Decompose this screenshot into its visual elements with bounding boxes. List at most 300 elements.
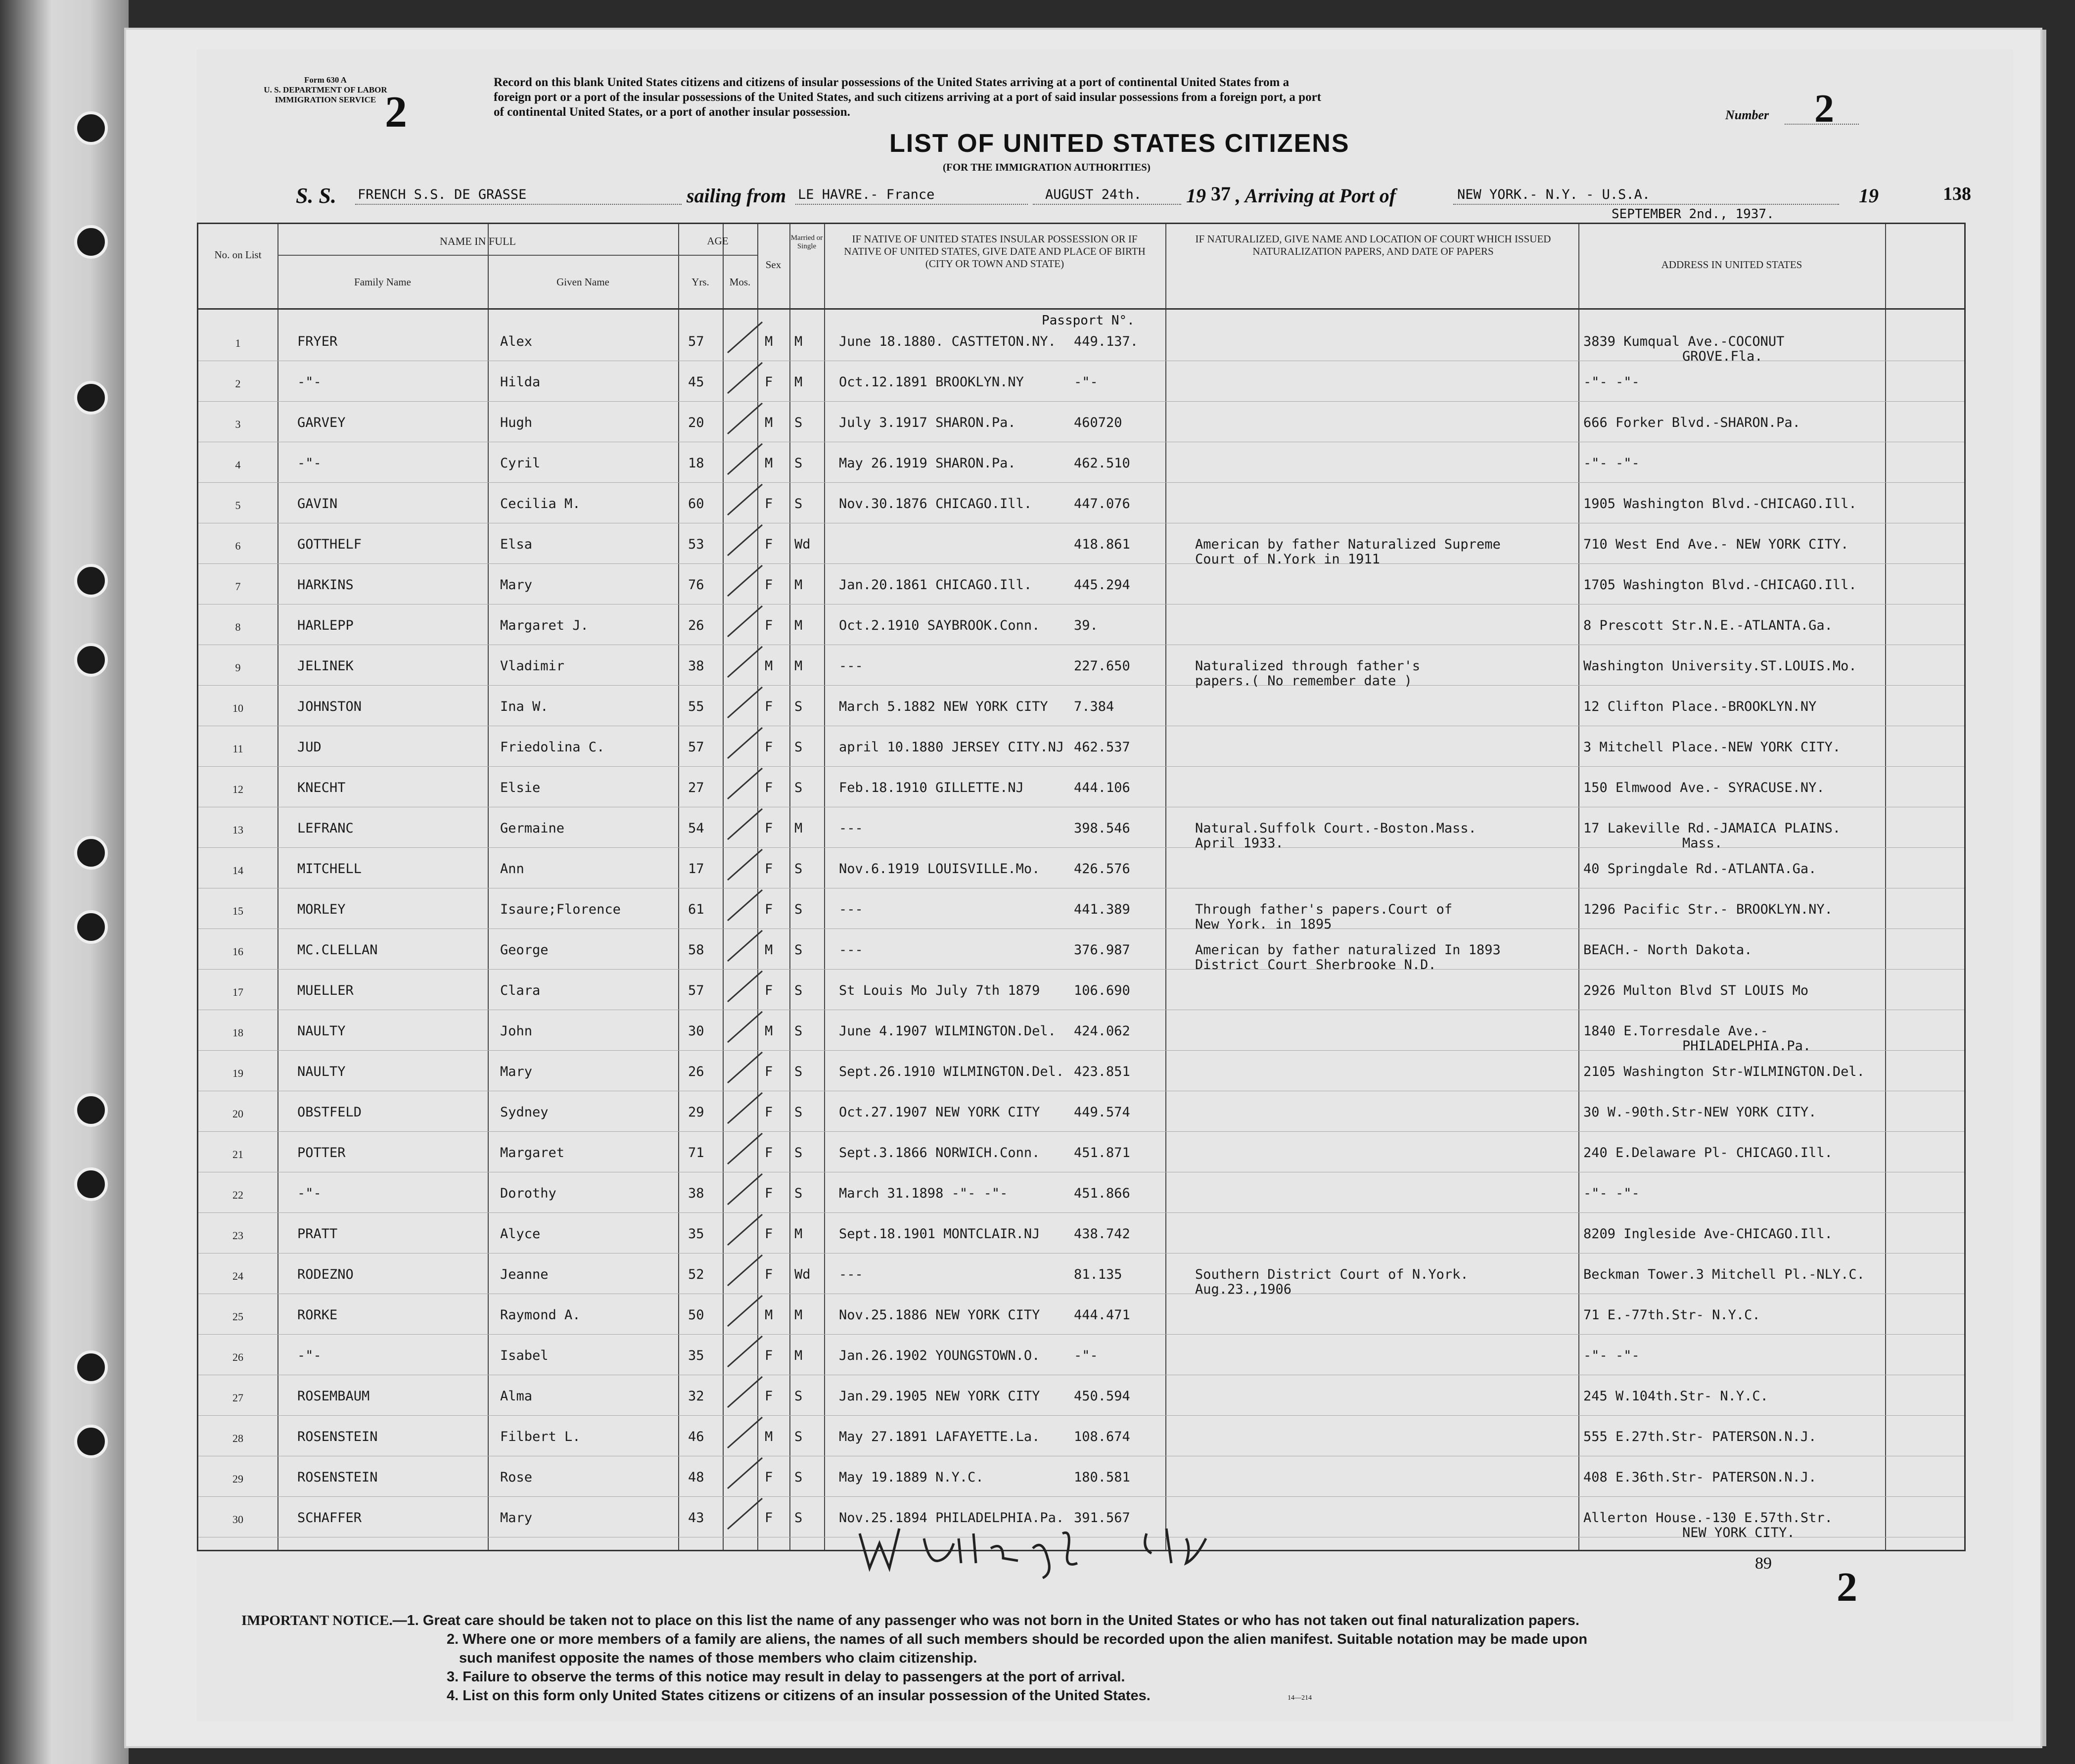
cell-birth: april 10.1880 JERSEY CITY.NJ	[839, 740, 1064, 755]
header-rule	[678, 255, 757, 256]
binder-hole	[74, 1350, 108, 1384]
cell-given: Friedolina C.	[500, 740, 605, 755]
cell-family: -"-	[297, 374, 322, 390]
port-from-underline	[795, 204, 1028, 205]
cell-passport: 180.581	[1074, 1470, 1130, 1485]
cell-family: JUD	[297, 740, 322, 755]
header-given-name: Given Name	[556, 276, 609, 288]
cell-passport: 398.546	[1074, 821, 1130, 836]
row-number: 7	[235, 580, 241, 593]
check-mark-icon	[723, 1373, 767, 1412]
cell-sex: F	[765, 821, 773, 836]
cell-nat2: Aug.23.,1906	[1195, 1282, 1292, 1297]
check-mark-icon	[723, 1332, 767, 1372]
header-bottom-rule	[198, 308, 1964, 310]
instructions	[494, 75, 1321, 120]
cell-family: RORKE	[297, 1307, 338, 1323]
cell-family: OBSTFELD	[297, 1105, 362, 1120]
check-mark-icon	[723, 561, 767, 601]
cell-passport: 426.576	[1074, 861, 1130, 877]
cell-age: 61	[688, 902, 704, 917]
cell-addr1: 17 Lakeville Rd.-JAMAICA PLAINS.	[1583, 821, 1841, 836]
cell-birth: Jan.26.1902 YOUNGSTOWN.O.	[839, 1348, 1040, 1363]
cell-addr1: 1840 E.Torresdale Ave.-	[1583, 1023, 1768, 1039]
row-number: 22	[232, 1189, 243, 1201]
cell-nat2: New York. in 1895	[1195, 917, 1332, 932]
cell-passport: 376.987	[1074, 942, 1130, 958]
form-id	[251, 75, 400, 105]
cell-age: 52	[688, 1267, 704, 1282]
cell-ms: S	[794, 861, 803, 877]
check-mark-icon	[723, 1292, 767, 1331]
cell-passport: 438.742	[1074, 1226, 1130, 1242]
form-id-line: Form 630 A	[304, 75, 347, 85]
cell-sex: F	[765, 537, 773, 552]
cell-birth: Nov.6.1919 LOUISVILLE.Mo.	[839, 861, 1040, 877]
check-mark-icon	[723, 967, 767, 1007]
cell-sex: F	[765, 780, 773, 795]
cell-given: Alyce	[500, 1226, 541, 1242]
row-number: 24	[232, 1270, 243, 1282]
cell-ms: S	[794, 1429, 803, 1444]
row-number: 11	[232, 743, 243, 755]
cell-passport: 81.135	[1074, 1267, 1122, 1282]
cell-addr1: 408 E.36th.Str- PATERSON.N.J.	[1583, 1470, 1817, 1485]
handwritten-signature	[855, 1514, 1112, 1583]
cell-age: 17	[688, 861, 704, 877]
cell-given: Alma	[500, 1389, 533, 1404]
cell-given: Elsa	[500, 537, 533, 552]
cell-addr1: 710 West End Ave.- NEW YORK CITY.	[1583, 537, 1849, 552]
cell-passport: 444.106	[1074, 780, 1130, 795]
cell-passport: 451.866	[1074, 1186, 1130, 1201]
cell-age: 53	[688, 537, 704, 552]
cell-addr1: -"- -"-	[1583, 456, 1640, 471]
cell-family: MORLEY	[297, 902, 346, 917]
ship-name: FRENCH S.S. DE GRASSE	[358, 187, 527, 202]
cell-addr1: Beckman Tower.3 Mitchell Pl.-NLY.C.	[1583, 1267, 1865, 1282]
check-mark-icon	[723, 1413, 767, 1453]
cell-passport: 418.861	[1074, 537, 1130, 552]
cell-age: 26	[688, 618, 704, 633]
cell-sex: M	[765, 1023, 773, 1039]
cell-ms: M	[794, 618, 803, 633]
cell-given: Hugh	[500, 415, 533, 430]
cell-sex: F	[765, 1470, 773, 1485]
cell-ms: S	[794, 780, 803, 795]
check-mark-icon	[723, 1089, 767, 1128]
cell-addr1: -"- -"-	[1583, 1348, 1640, 1363]
cell-age: 54	[688, 821, 704, 836]
cell-ms: M	[794, 1226, 803, 1242]
cell-sex: M	[765, 1429, 773, 1444]
cell-addr1: BEACH.- North Dakota.	[1583, 942, 1752, 958]
cell-addr1: 1296 Pacific Str.- BROOKLYN.NY.	[1583, 902, 1833, 917]
row-number: 19	[232, 1067, 243, 1079]
row-number: 26	[232, 1351, 243, 1363]
cell-age: 57	[688, 983, 704, 998]
check-mark-icon	[723, 643, 767, 682]
cell-birth: July 3.1917 SHARON.Pa.	[839, 415, 1016, 430]
port-to: NEW YORK.- N.Y. - U.S.A.	[1457, 187, 1651, 202]
row-rule	[198, 685, 1964, 686]
row-rule	[198, 563, 1964, 564]
cell-passport: 7.384	[1074, 699, 1114, 714]
cell-sex: F	[765, 983, 773, 998]
cell-age: 27	[688, 780, 704, 795]
notice-line-1	[241, 1613, 1579, 1629]
cell-sex: F	[765, 1105, 773, 1120]
cell-ms: S	[794, 740, 803, 755]
check-mark-icon	[723, 480, 767, 520]
header-sex: Sex	[765, 259, 782, 271]
row-number: 16	[232, 945, 243, 958]
row-number: 28	[232, 1432, 243, 1444]
cell-age: 38	[688, 658, 704, 674]
check-mark-icon	[723, 886, 767, 926]
row-rule	[198, 969, 1964, 970]
instruction-line: Record on this blank United States citizens and citizens of insular possessions of the United States arriving at a port of continental United States from a	[494, 76, 1290, 89]
notice-line-2: 2. Where one or more members of a family are aliens, the names of all such members should be recorded upon the alien manifest. Suitable notation may be made upon	[447, 1631, 1588, 1647]
cell-addr1: 2926 Multon Blvd ST LOUIS Mo	[1583, 983, 1809, 998]
cell-birth: ---	[839, 658, 863, 674]
row-number: 10	[232, 702, 243, 714]
cell-birth: Sept.3.1866 NORWICH.Conn.	[839, 1145, 1040, 1161]
cell-ms: M	[794, 374, 803, 390]
check-mark-icon	[723, 602, 767, 642]
row-number: 30	[232, 1513, 243, 1526]
cell-sex: F	[765, 699, 773, 714]
row-rule	[198, 928, 1964, 929]
cell-given: Elsie	[500, 780, 541, 795]
cell-given: Clara	[500, 983, 541, 998]
row-number: 6	[235, 540, 241, 552]
cell-family: -"-	[297, 456, 322, 471]
cell-birth: Jan.29.1905 NEW YORK CITY	[839, 1389, 1040, 1404]
binder-hole	[74, 564, 108, 598]
cell-passport: 106.690	[1074, 983, 1130, 998]
check-mark-icon	[723, 845, 767, 885]
cell-birth: Oct.2.1910 SAYBROOK.Conn.	[839, 618, 1040, 633]
cell-age: 30	[688, 1023, 704, 1039]
big-number-left: 2	[385, 88, 407, 137]
cell-ms: S	[794, 1389, 803, 1404]
cell-ms: Wd	[794, 1267, 811, 1282]
cell-family: SCHAFFER	[297, 1510, 362, 1526]
cell-ms: S	[794, 456, 803, 471]
column-divider	[1885, 224, 1886, 1550]
row-number: 17	[232, 986, 243, 998]
column-divider	[488, 224, 489, 1550]
cell-given: Ann	[500, 861, 524, 877]
ship-underline	[355, 204, 682, 205]
cell-birth: May 27.1891 LAFAYETTE.La.	[839, 1429, 1040, 1444]
cell-age: 55	[688, 699, 704, 714]
form-id-line: U. S. DEPARTMENT OF LABOR	[264, 85, 387, 94]
cell-addr1: 1905 Washington Blvd.-CHICAGO.Ill.	[1583, 496, 1857, 511]
cell-sex: F	[765, 1267, 773, 1282]
ss-label: S. S.	[296, 184, 336, 208]
column-divider	[789, 224, 790, 1550]
cell-birth: March 5.1882 NEW YORK CITY	[839, 699, 1048, 714]
row-number: 18	[232, 1026, 243, 1039]
form-code: 14—214	[1288, 1694, 1312, 1702]
cell-sex: F	[765, 740, 773, 755]
cell-birth: Oct.12.1891 BROOKLYN.NY	[839, 374, 1024, 390]
cell-passport: -"-	[1074, 1348, 1098, 1363]
cell-addr1: 12 Clifton Place.-BROOKLYN.NY	[1583, 699, 1817, 714]
cell-ms: S	[794, 1470, 803, 1485]
row-number: 25	[232, 1310, 243, 1323]
column-divider	[824, 224, 825, 1550]
cell-given: Germaine	[500, 821, 565, 836]
row-number: 1	[235, 337, 241, 349]
row-rule	[198, 1415, 1964, 1416]
cell-nat1: Natural.Suffolk Court.-Boston.Mass.	[1195, 821, 1476, 836]
date-underline	[1033, 204, 1181, 205]
check-mark-icon	[723, 1251, 767, 1291]
cell-ms: S	[794, 1023, 803, 1039]
passenger-table	[197, 223, 1966, 1551]
page-subtitle: (FOR THE IMMIGRATION AUTHORITIES)	[943, 161, 1151, 173]
binder-hole	[74, 1093, 108, 1127]
cell-given: Margaret J.	[500, 618, 589, 633]
cell-birth: Feb.18.1910 GILLETTE.NJ	[839, 780, 1024, 795]
column-divider	[1165, 224, 1166, 1550]
cell-family: GARVEY	[297, 415, 346, 430]
cell-age: 32	[688, 1389, 704, 1404]
cell-birth: ---	[839, 1267, 863, 1282]
check-mark-icon	[723, 1008, 767, 1047]
row-number: 27	[232, 1392, 243, 1404]
row-rule	[198, 1212, 1964, 1213]
cell-birth: Nov.30.1876 CHICAGO.Ill.	[839, 496, 1032, 511]
arrival-date: SEPTEMBER 2nd., 1937.	[1612, 207, 1774, 222]
cell-addr2: PHILADELPHIA.Pa.	[1682, 1038, 1811, 1054]
binder-hole	[74, 381, 108, 415]
sail-date: AUGUST 24th.	[1045, 187, 1142, 202]
cell-nat2: Court of N.York in 1911	[1195, 552, 1380, 567]
cell-addr1: 150 Elmwood Ave.- SYRACUSE.NY.	[1583, 780, 1825, 795]
cell-addr1: 245 W.104th.Str- N.Y.C.	[1583, 1389, 1768, 1404]
cell-ms: M	[794, 334, 803, 349]
binder-hole	[74, 111, 108, 145]
header-no-on-list: No. on List	[214, 249, 262, 261]
cell-age: 43	[688, 1510, 704, 1526]
cell-addr1: 2105 Washington Str-WILMINGTON.Del.	[1583, 1064, 1865, 1079]
binder-hole	[74, 225, 108, 259]
cell-addr1: 240 E.Delaware Pl- CHICAGO.Ill.	[1583, 1145, 1833, 1161]
cell-family: LEFRANC	[297, 821, 354, 836]
cell-sex: F	[765, 618, 773, 633]
cell-passport: 450.594	[1074, 1389, 1130, 1404]
row-rule	[198, 1496, 1964, 1497]
check-mark-icon	[723, 318, 767, 358]
page-number: 138	[1943, 184, 1971, 204]
row-rule	[198, 766, 1964, 767]
cell-given: Dorothy	[500, 1186, 556, 1201]
cell-ms: M	[794, 1348, 803, 1363]
row-number: 3	[235, 418, 241, 430]
cell-addr1: Washington University.ST.LOUIS.Mo.	[1583, 658, 1857, 674]
handwritten-mark	[1137, 1519, 1216, 1573]
cell-passport: -"-	[1074, 374, 1098, 390]
column-divider	[678, 224, 679, 1550]
cell-age: 35	[688, 1348, 704, 1363]
cell-ms: S	[794, 983, 803, 998]
cell-family: ROSENSTEIN	[297, 1429, 378, 1444]
year-prefix: 19	[1186, 185, 1206, 207]
cell-age: 45	[688, 374, 704, 390]
row-number: 23	[232, 1229, 243, 1242]
cell-sex: F	[765, 902, 773, 917]
page-title: LIST OF UNITED STATES CITIZENS	[889, 129, 1350, 158]
number-label: Number	[1725, 108, 1769, 122]
check-mark-icon	[723, 1048, 767, 1088]
cell-nat2: District Court Sherbrooke N.D.	[1195, 957, 1436, 973]
cell-family: NAULTY	[297, 1064, 346, 1079]
cell-ms: M	[794, 658, 803, 674]
cell-ms: S	[794, 1064, 803, 1079]
cell-ms: S	[794, 1510, 803, 1526]
cell-nat1: Southern District Court of N.York.	[1195, 1267, 1469, 1282]
check-mark-icon	[723, 1129, 767, 1169]
cell-sex: F	[765, 1510, 773, 1526]
cell-family: HARKINS	[297, 577, 354, 593]
cell-sex: F	[765, 1389, 773, 1404]
stamp-number: 89	[1755, 1554, 1772, 1573]
header-address: ADDRESS IN UNITED STATES	[1661, 259, 1802, 271]
cell-addr1: -"- -"-	[1583, 1186, 1640, 1201]
cell-birth: Nov.25.1894 PHILADELPHIA.Pa.	[839, 1510, 1064, 1526]
cell-family: JOHNSTON	[297, 699, 362, 714]
cell-birth: June 18.1880. CASTTETON.NY.	[839, 334, 1056, 349]
cell-passport: 441.389	[1074, 902, 1130, 917]
column-divider	[277, 224, 278, 1550]
cell-passport: 445.294	[1074, 577, 1130, 593]
cell-age: 18	[688, 456, 704, 471]
row-number: 12	[232, 783, 243, 795]
cell-given: Mary	[500, 577, 533, 593]
header-birth: IF NATIVE OF UNITED STATES INSULAR POSSESSION OR IF NATIVE OF UNITED STATES, GIVE DATE AND PLACE OF BIRTH (CITY OR TOWN AND STATE)	[844, 233, 1146, 270]
cell-birth: ---	[839, 902, 863, 917]
cell-nat2: April 1933.	[1195, 836, 1284, 851]
cell-addr1: 40 Springdale Rd.-ATLANTA.Ga.	[1583, 861, 1817, 877]
cell-sex: F	[765, 861, 773, 877]
cell-age: 35	[688, 1226, 704, 1242]
row-number: 20	[232, 1108, 243, 1120]
notice-line-2b: such manifest opposite the names of those members who claim citizenship.	[459, 1650, 977, 1666]
cell-birth: March 31.1898 -"- -"-	[839, 1186, 1008, 1201]
cell-addr1: 666 Forker Blvd.-SHARON.Pa.	[1583, 415, 1800, 430]
cell-ms: Wd	[794, 537, 811, 552]
cell-family: -"-	[297, 1186, 322, 1201]
cell-addr1: 30 W.-90th.Str-NEW YORK CITY.	[1583, 1105, 1817, 1120]
cell-passport: 451.871	[1074, 1145, 1130, 1161]
cell-ms: S	[794, 942, 803, 958]
port-from: LE HAVRE.- France	[798, 187, 935, 202]
cell-age: 46	[688, 1429, 704, 1444]
cell-nat2: papers.( No remember date )	[1195, 673, 1412, 689]
cell-given: Alex	[500, 334, 533, 349]
cell-given: Margaret	[500, 1145, 565, 1161]
cell-given: Sydney	[500, 1105, 549, 1120]
cell-given: Raymond A.	[500, 1307, 581, 1323]
cell-birth: Sept.26.1910 WILMINGTON.Del.	[839, 1064, 1064, 1079]
cell-birth: June 4.1907 WILMINGTON.Del.	[839, 1023, 1056, 1039]
cell-passport: 227.650	[1074, 658, 1130, 674]
cell-age: 50	[688, 1307, 704, 1323]
check-mark-icon	[723, 440, 767, 479]
cell-family: FRYER	[297, 334, 338, 349]
header-name-in-full: NAME IN FULL	[440, 235, 516, 247]
header-naturalized: IF NATURALIZED, GIVE NAME AND LOCATION OF COURT WHICH ISSUED NATURALIZATION PAPERS, AND DATE OF PAPERS	[1195, 233, 1551, 257]
binder-hole	[74, 1167, 108, 1201]
cell-birth: Nov.25.1886 NEW YORK CITY	[839, 1307, 1040, 1323]
row-number: 4	[235, 459, 241, 471]
check-mark-icon	[723, 683, 767, 723]
cell-passport: 462.537	[1074, 740, 1130, 755]
cell-ms: S	[794, 1186, 803, 1201]
cell-sex: F	[765, 1226, 773, 1242]
cell-passport: 462.510	[1074, 456, 1130, 471]
row-number: 2	[235, 377, 241, 390]
check-mark-icon	[723, 399, 767, 439]
cell-family: MITCHELL	[297, 861, 362, 877]
cell-family: -"-	[297, 1348, 322, 1363]
binder-hole	[74, 1425, 108, 1458]
header-age: AGE	[707, 235, 729, 247]
row-number: 8	[235, 621, 241, 633]
binder-hole	[74, 643, 108, 677]
cell-sex: F	[765, 1186, 773, 1201]
cell-addr1: -"- -"-	[1583, 374, 1640, 390]
row-rule	[198, 1131, 1964, 1132]
check-mark-icon	[723, 1454, 767, 1493]
cell-birth: May 26.1919 SHARON.Pa.	[839, 456, 1016, 471]
header-mos: Mos.	[729, 276, 751, 288]
cell-age: 20	[688, 415, 704, 430]
cell-sex: M	[765, 456, 773, 471]
cell-family: PRATT	[297, 1226, 338, 1242]
row-rule	[198, 482, 1964, 483]
cell-age: 58	[688, 942, 704, 958]
check-mark-icon	[723, 1494, 767, 1534]
sailing-from-label: sailing from	[687, 185, 786, 207]
check-mark-icon	[723, 521, 767, 560]
cell-sex: F	[765, 374, 773, 390]
cell-nat1: Through father's papers.Court of	[1195, 902, 1453, 917]
cell-given: George	[500, 942, 549, 958]
arriving-label: , Arriving at Port of	[1236, 185, 1396, 207]
instruction-line: of continental United States, or a port of another insular possession.	[494, 105, 850, 119]
row-number: 14	[232, 864, 243, 877]
header-married-single: Married or Single	[790, 234, 823, 250]
cell-sex: F	[765, 577, 773, 593]
cell-birth: ---	[839, 821, 863, 836]
cell-passport: 108.674	[1074, 1429, 1130, 1444]
cell-given: Mary	[500, 1510, 533, 1526]
cell-family: ROSENSTEIN	[297, 1470, 378, 1485]
row-number: 29	[232, 1473, 243, 1485]
cell-sex: M	[765, 334, 773, 349]
row-number: 21	[232, 1148, 243, 1161]
cell-passport: 449.574	[1074, 1105, 1130, 1120]
cell-addr1: 71 E.-77th.Str- N.Y.C.	[1583, 1307, 1760, 1323]
cell-passport: 391.567	[1074, 1510, 1130, 1526]
cell-age: 38	[688, 1186, 704, 1201]
cell-addr1: 3 Mitchell Place.-NEW YORK CITY.	[1583, 740, 1841, 755]
